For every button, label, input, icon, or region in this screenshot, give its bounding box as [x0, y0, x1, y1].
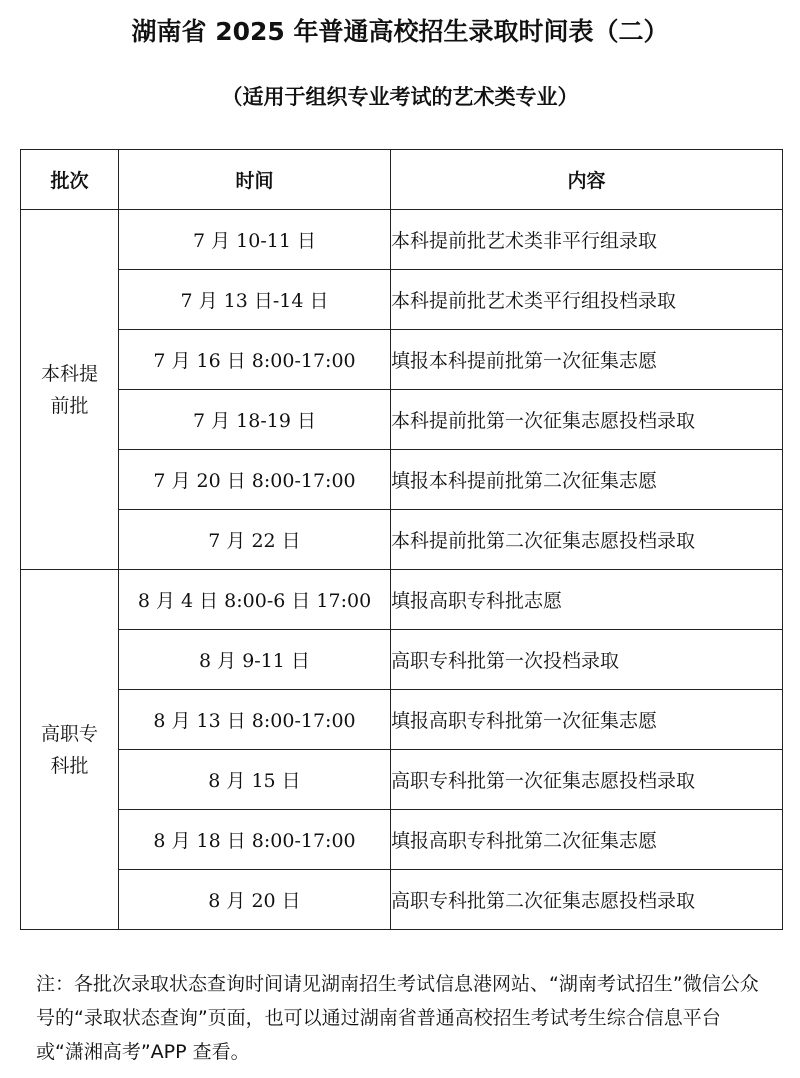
- time-cell: 8 月 20 日: [119, 870, 391, 930]
- time-cell: 7 月 18-19 日: [119, 390, 391, 450]
- time-cell: 8 月 9-11 日: [119, 630, 391, 690]
- table-row: [21, 450, 783, 510]
- content-cell: 本科提前批第二次征集志愿投档录取: [391, 510, 783, 570]
- content-cell: 填报本科提前批第二次征集志愿: [391, 450, 783, 510]
- content-cell: 本科提前批艺术类平行组投档录取: [391, 270, 783, 330]
- time-cell: 8 月 15 日: [119, 750, 391, 810]
- content-cell: 填报本科提前批第一次征集志愿: [391, 330, 783, 390]
- table-row: [21, 810, 783, 870]
- page-subtitle: （适用于组织专业考试的艺术类专业）: [221, 85, 579, 109]
- content-cell: 高职专科批第一次投档录取: [391, 630, 783, 690]
- content-cell: 本科提前批艺术类非平行组录取: [391, 210, 783, 270]
- content-cell: 填报高职专科批第二次征集志愿: [391, 810, 783, 870]
- batch-cell-undergraduate-early: [21, 210, 119, 570]
- time-cell: 7 月 20 日 8:00-17:00: [119, 450, 391, 510]
- batch-cell-vocational: [21, 570, 119, 930]
- time-cell: 7 月 10-11 日: [119, 210, 391, 270]
- header-time: 时间: [119, 150, 391, 210]
- time-cell: 7 月 13 日-14 日: [119, 270, 391, 330]
- batch-label: 高职专科批: [40, 722, 98, 777]
- table-header-row: [21, 150, 783, 210]
- table-row: [21, 870, 783, 930]
- table-row: [21, 690, 783, 750]
- time-cell: 8 月 4 日 8:00-6 日 17:00: [119, 570, 391, 630]
- page-title: 湖南省 2025 年普通高校招生录取时间表（二）: [131, 17, 669, 46]
- table-row: [21, 270, 783, 330]
- content-cell: 高职专科批第一次征集志愿投档录取: [391, 750, 783, 810]
- admission-schedule-table: [20, 149, 783, 930]
- content-cell: 填报高职专科批第一次征集志愿: [391, 690, 783, 750]
- time-cell: 8 月 18 日 8:00-17:00: [119, 810, 391, 870]
- time-cell: 8 月 13 日 8:00-17:00: [119, 690, 391, 750]
- table-row: [21, 750, 783, 810]
- table-row: [21, 630, 783, 690]
- time-cell: 7 月 16 日 8:00-17:00: [119, 330, 391, 390]
- content-cell: 本科提前批第一次征集志愿投档录取: [391, 390, 783, 450]
- table-row: [21, 570, 783, 630]
- footnote: 注：各批次录取状态查询时间请见湖南招生考试信息港网站、“湖南考试招生”微信公众号的“录取状态查询”页面，也可以通过湖南省普通高校招生考试考生综合信息平台或“潇湘高考”APP 查看。: [36, 973, 759, 1063]
- header-batch: 批次: [21, 150, 119, 210]
- table-row: [21, 210, 783, 270]
- content-cell: 填报高职专科批志愿: [391, 570, 783, 630]
- header-content: 内容: [391, 150, 783, 210]
- table-row: [21, 510, 783, 570]
- content-cell: 高职专科批第二次征集志愿投档录取: [391, 870, 783, 930]
- batch-label: 本科提前批: [40, 362, 98, 417]
- table-row: [21, 390, 783, 450]
- table-row: [21, 330, 783, 390]
- time-cell: 7 月 22 日: [119, 510, 391, 570]
